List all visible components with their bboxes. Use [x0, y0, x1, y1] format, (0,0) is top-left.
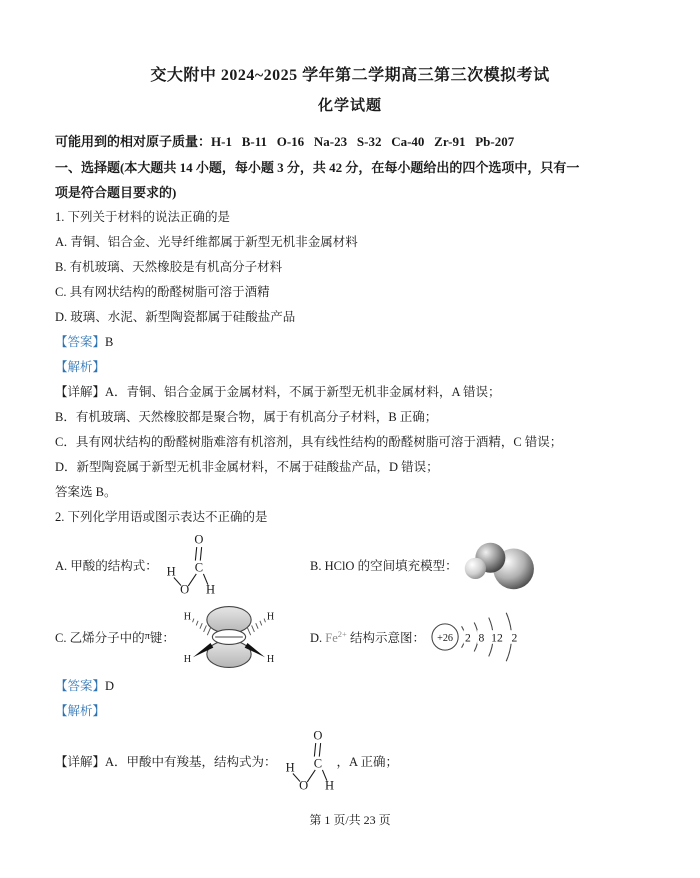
q2-option-d-suffix: 结构示意图： — [346, 631, 425, 645]
q1-detail-b: B．有机玻璃、天然橡胶都是聚合物，属于有机高分子材料，B 正确； — [55, 410, 438, 424]
q2-option-a-label: A. 甲酸的结构式： — [55, 559, 158, 573]
fe-charge-sup: 2+ — [337, 628, 347, 639]
atom-h-right: H — [324, 778, 334, 793]
h-label-top-right: H — [266, 611, 275, 623]
q2-option-d-prefix: D. — [310, 631, 326, 645]
h-label-bottom-left: H — [183, 653, 192, 665]
atom-c: C — [194, 560, 203, 575]
section-header-line2: 项是符合题目要求的) — [55, 185, 177, 200]
atom-h-right: H — [205, 582, 215, 597]
pi-symbol: π — [144, 631, 150, 642]
q1-conclusion: 答案选 B。 — [55, 485, 117, 499]
shell-electrons-3: 12 — [491, 631, 503, 645]
q2-option-b-label: B. HClO 的空间填充模型： — [310, 559, 458, 573]
document-title: 交大附中 2024~2025 学年第二学期高三第三次模拟考试 — [150, 67, 550, 84]
q2-answer-line — [55, 674, 645, 699]
q1-option-d: D. 玻璃、水泥、新型陶瓷都属于硅酸盐产品 — [55, 310, 296, 324]
q1-detail-c: C．具有网状结构的酚醛树脂难溶有机溶剂，具有线性结构的酚醛树脂可溶于酒精，C 错误； — [55, 435, 563, 449]
h-label-bottom-right: H — [266, 653, 275, 665]
page-number: 第 1 页/共 23 页 — [309, 813, 391, 827]
q1-analysis-line — [55, 355, 645, 380]
atom-c: C — [313, 756, 322, 771]
analysis-label: 【解析】 — [55, 704, 106, 718]
q2-option-c — [55, 601, 310, 673]
atom-o-top: O — [312, 728, 323, 743]
answer-label: 【答案】 — [55, 679, 106, 693]
q2-detail-a — [55, 724, 645, 798]
h-atom-sphere — [464, 558, 485, 579]
formic-acid-structure — [162, 531, 218, 599]
ethylene-pi-bond-diagram — [179, 601, 279, 673]
section-header-line1: 一、选择题(本大题共 14 小题，每小题 3 分，共 42 分，在每小题给出的四个选项中，只有一 — [55, 160, 580, 175]
answer-label: 【答案】 — [55, 335, 106, 349]
q2-option-a — [55, 531, 310, 599]
fe2-ion-formula — [325, 628, 347, 645]
q2-option-row-ab — [55, 530, 645, 600]
q1-stem: 1. 下列关于材料的说法正确的是 — [55, 210, 231, 224]
q2-option-c-label — [55, 628, 175, 646]
h-label-top-left: H — [183, 611, 192, 623]
q2-option-c-suffix: 键： — [149, 631, 175, 645]
shell-electrons-1: 2 — [464, 631, 471, 645]
q2-option-row-cd — [55, 600, 645, 674]
atom-o-bottom: O — [179, 582, 189, 597]
q1-detail-d: D．新型陶瓷属于新型无机非金属材料，不属于硅酸盐产品，D 错误； — [55, 460, 439, 474]
atom-o-bottom: O — [298, 778, 308, 793]
hclo-space-filling-model — [462, 535, 542, 595]
q2-analysis-line — [55, 699, 645, 724]
q2-stem: 2. 下列化学用语或图示表达不正确的是 — [55, 510, 268, 524]
q2-detail-suffix: ，A 正确； — [336, 755, 398, 769]
q2-detail-prefix: 【详解】A．甲酸中有羧基，结构式为： — [55, 755, 277, 769]
q1-answer-value: B — [105, 335, 114, 349]
q1-option-a: A. 青铜、铝合金、光导纤维都属于新型无机非金属材料 — [55, 235, 358, 249]
q2-answer-value: D — [105, 679, 115, 693]
q1-detail-a: 【详解】A．青铜、铝合金属于金属材料，不属于新型无机非金属材料，A 错误； — [55, 385, 501, 399]
atom-h-left: H — [166, 564, 176, 579]
q2-option-b — [310, 535, 645, 595]
shell-electrons-4: 2 — [511, 631, 518, 645]
shell-electrons-2: 8 — [478, 631, 485, 645]
atom-o-top: O — [194, 532, 204, 547]
document-subtitle: 化学试题 — [317, 98, 382, 114]
atom-h-left: H — [285, 760, 295, 775]
q2-option-d-label — [310, 628, 425, 646]
analysis-label: 【解析】 — [55, 360, 106, 374]
fe-symbol: Fe — [325, 631, 338, 645]
q2-option-c-prefix: C. 乙烯分子中的 — [55, 631, 145, 645]
q1-option-c: C. 具有网状结构的酚醛树脂可溶于酒精 — [55, 285, 270, 299]
atomic-masses-line: 可能用到的相对原子质量：H-1 B-11 O-16 Na-23 S-32 Ca-40 Zr-91 Pb-207 — [55, 134, 515, 149]
q1-answer-line — [55, 330, 645, 355]
fe2-structure-diagram — [429, 604, 531, 670]
q1-option-b: B. 有机玻璃、天然橡胶是有机高分子材料 — [55, 260, 283, 274]
q2-option-d — [310, 604, 645, 670]
formic-acid-structure — [281, 727, 337, 795]
nucleus-charge: +26 — [437, 632, 453, 644]
